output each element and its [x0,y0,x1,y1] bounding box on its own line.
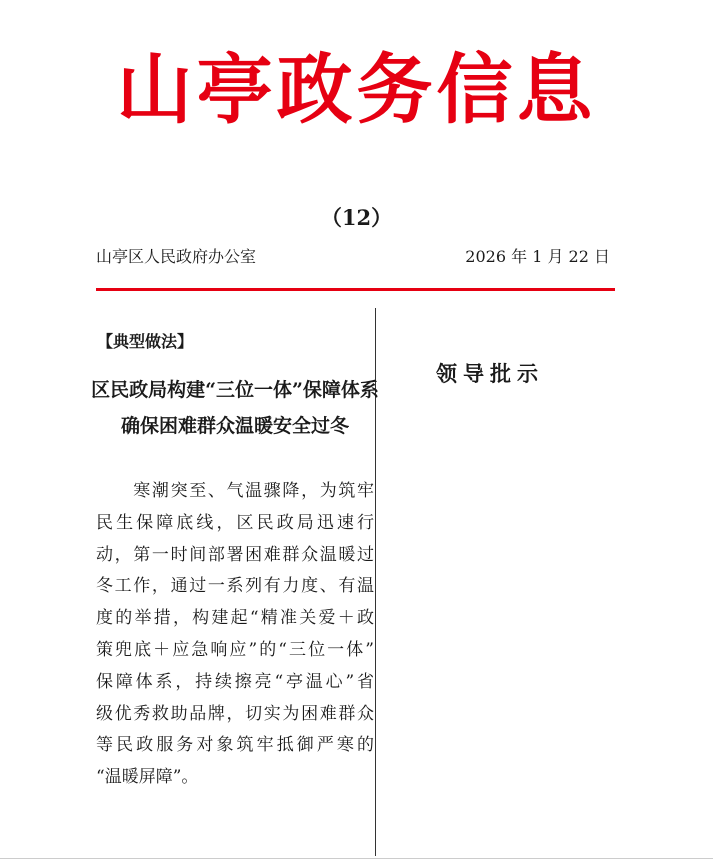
article-body [96,476,374,794]
article-headline [80,372,390,444]
body-line: 度的举措，构建起“精准关爱＋政 [96,608,374,629]
masthead-title: 山亭政务信息 [116,45,597,134]
page-bottom-edge [0,858,713,859]
body-line: 等民政服务对象筑牢抵御严寒的 [96,735,374,756]
body-line: 动，第一时间部署困难群众温暖过 [96,544,374,565]
issue-date: 2026 年 1 月 22 日 [465,247,610,266]
body-line: 民生保障底线，区民政局迅速行 [96,512,374,533]
body-line: 寒潮突至、气温骤降，为筑牢 [96,481,374,501]
headline-line: 确保困难群众温暖安全过冬 [120,415,349,437]
issuer: 山亭区人民政府办公室 [96,247,257,266]
issue-number: （12） [320,205,393,230]
headline-line: 区民政局构建“三位一体”保障体系 [91,379,379,401]
body-line: 冬工作，通过一系列有力度、有温 [96,576,374,597]
sidebar-heading: 领导批示 [436,361,544,386]
red-divider [96,288,615,291]
article-category: 【典型做法】 [97,332,194,351]
body-line: “温暖屏障”。 [96,767,199,788]
body-line: 保障体系，持续擦亮“亭温心”省 [96,671,374,692]
body-line: 级优秀救助品牌，切实为困难群众 [96,703,374,724]
body-line: 策兜底＋应急响应”的“三位一体” [96,639,374,660]
